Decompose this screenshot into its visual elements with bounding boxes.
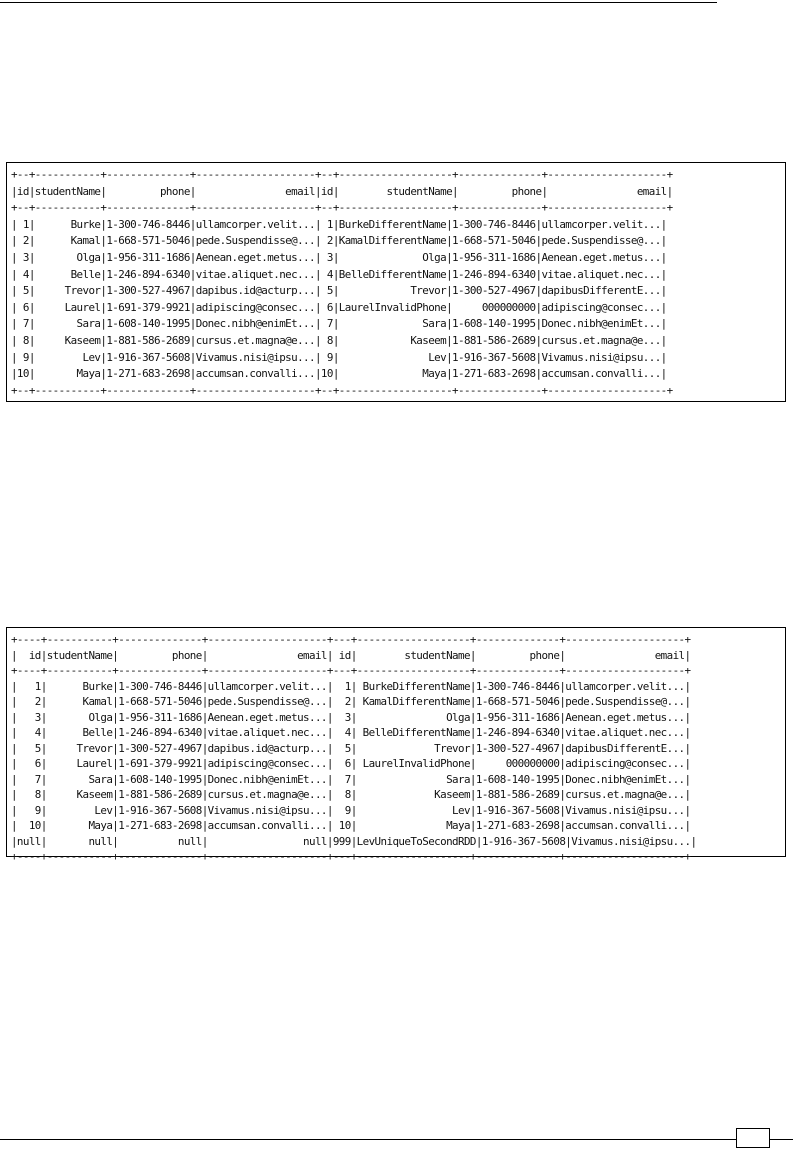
table-row: | 9| Lev|1-916-367-5608|Vivamus.nisi@ipsu...| 9| Lev|1-916-367-5608|Vivamus.nisi@ipsu...| [10,350,667,364]
table-row: | 6| Laurel|1-691-379-9921|adipiscing@consec...| 6|LaurelInvalidPhone| 000000000|adipiscing@consec...| [10,300,667,314]
table-row: | 7| Sara|1-608-140-1995|Donec.nibh@enimEt...| 7| Sara|1-608-140-1995|Donec.nibh@enimEt...| [10,317,667,331]
table-row: | 2| Kamal|1-668-571-5046|pede.Suspendisse@...| 2|KamalDifferentName|1-668-571-5046|pede.Suspendisse@...| [10,234,667,248]
table-header-row: | id|studentName| phone| email| id| studentName| phone| email| [10,648,691,662]
table-row: |null| null| null| null|999|LevUniqueToSecondRDD|1-916-367-5608|Vivamus.nisi@ipsu...| [10,834,697,848]
table-1-text [7,163,777,399]
table-line: +----+-----------+--------------+--------------------+---+-------------------+--------------+--------------------+ [10,850,691,863]
table-row: | 2| Kamal|1-668-571-5046|pede.Suspendisse@...| 2| KamalDifferentName|1-668-571-5046|pede.Suspendisse@...| [10,695,691,708]
footer-rule [0,1139,793,1140]
join-output-table-2 [6,627,786,863]
table-row: | 3| Olga|1-956-311-1686|Aenean.eget.metus...| 3| Olga|1-956-311-1686|Aenean.eget.metus...| [10,710,691,724]
table-row: | 4| Belle|1-246-894-6340|vitae.aliquet.nec...| 4| BelleDifferentName|1-246-894-6340|vitae.aliquet.nec...| [10,726,691,739]
table-row: | 3| Olga|1-956-311-1686|Aenean.eget.metus...| 3| Olga|1-956-311-1686|Aenean.eget.metus...| [10,250,667,264]
table-line: +--+-----------+--------------+--------------------+--+-------------------+--------------+--------------------+ [10,168,673,181]
table-row: | 8| Kaseem|1-881-586-2689|cursus.et.magna@e...| 8| Kaseem|1-881-586-2689|cursus.et.magna@e...| [10,333,667,347]
table-row: | 7| Sara|1-608-140-1995|Donec.nibh@enimEt...| 7| Sara|1-608-140-1995|Donec.nibh@enimEt...| [10,772,691,786]
join-output-table-1 [6,162,786,402]
table-line: +--+-----------+--------------+--------------------+--+-------------------+--------------+--------------------+ [10,201,673,215]
table-row: | 6| Laurel|1-691-379-9921|adipiscing@consec...| 6| LaurelInvalidPhone| 000000000|adipiscing@consec...| [10,757,691,770]
table-row: | 8| Kaseem|1-881-586-2689|cursus.et.magna@e...| 8| Kaseem|1-881-586-2689|cursus.et.magna@e...| [10,788,691,801]
table-row: | 9| Lev|1-916-367-5608|Vivamus.nisi@ipsu...| 9| Lev|1-916-367-5608|Vivamus.nisi@ipsu...| [10,803,691,817]
table-line: +----+-----------+--------------+--------------------+---+-------------------+--------------+--------------------+ [10,633,691,646]
table-2-text [7,628,777,865]
table-row: | 5| Trevor|1-300-527-4967|dapibus.id@acturp...| 5| Trevor|1-300-527-4967|dapibusDifferentE...| [10,741,691,755]
table-row: | 5| Trevor|1-300-527-4967|dapibus.id@acturp...| 5| Trevor|1-300-527-4967|dapibusDifferentE...| [10,284,667,298]
table-row: | 1| Burke|1-300-746-8446|ullamcorper.velit...| 1|BurkeDifferentName|1-300-746-8446|ullamcorper.velit...| [10,217,667,231]
table-line: +----+-----------+--------------+--------------------+---+-------------------+--------------+--------------------+ [10,664,691,677]
table-row: | 10| Maya|1-271-683-2698|accumsan.convalli...| 10| Maya|1-271-683-2698|accumsan.convalli...| [10,819,691,832]
table-line: +--+-----------+--------------+--------------------+--+-------------------+--------------+--------------------+ [10,383,673,397]
table-row: |10| Maya|1-271-683-2698|accumsan.convalli...|10| Maya|1-271-683-2698|accumsan.convalli...| [10,367,667,381]
table-row: | 1| Burke|1-300-746-8446|ullamcorper.velit...| 1| BurkeDifferentName|1-300-746-8446|ullamcorper.velit...| [10,679,691,693]
table-row: | 4| Belle|1-246-894-6340|vitae.aliquet.nec...| 4|BelleDifferentName|1-246-894-6340|vitae.aliquet.nec...| [10,267,667,281]
header-rule [0,2,717,3]
table-header-row: |id|studentName| phone| email|id| studentName| phone| email| [10,184,673,198]
page-number-box [736,1128,770,1148]
